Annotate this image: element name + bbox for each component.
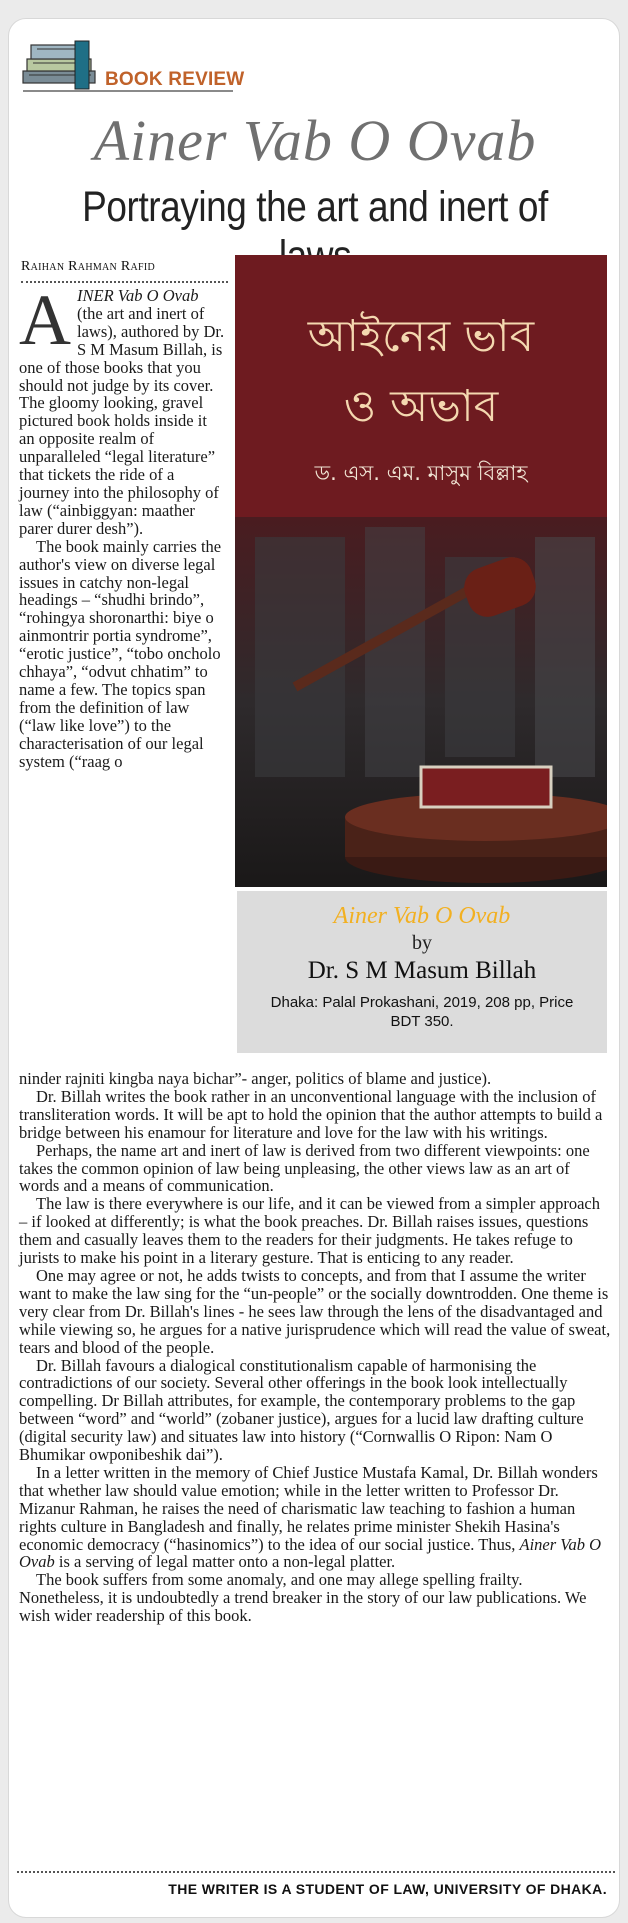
narrow-column xyxy=(19,280,226,771)
writer-note: THE WRITER IS A STUDENT OF LAW, UNIVERSITY OF DHAKA. xyxy=(168,1881,607,1897)
paragraph-2: The book mainly carries the author's view on diverse legal issues in catchy non-legal headings – “shudhi brindo”, “rohingya shoronarthi: biye o ainmontrir portia syndrome”, “erotic justice”, “tobo oncholo chhaya”, “odvut chhatim” to name a few. The topics span from the definition of law (“law like love”) to the characterisation of our legal system (“raag o xyxy=(19,536,222,771)
section-divider xyxy=(23,90,233,92)
paragraph-7: Dr. Billah favours a dialogical constitutionalism capable of harmonising the contradictions of our society. Several other offerings in the book look intellectually compelling. Dr Billah attributes, for example, the contemporary problems to the gap between “word” and “world” (zobaner justice), argues for a lucid law drafting culture (digital security law) and situates law into history (“Cornwallis O Ripon: Nam O Bhumikar owponibeshik dai”). xyxy=(19,1355,584,1465)
caption-by: by xyxy=(412,932,432,954)
paragraph-9: The book suffers from some anomaly, and one may allege spelling frailty. Nonetheless, it is undoubtedly a trend breaker in the story of our law publications. We wish wider readership of this book. xyxy=(19,1570,587,1626)
paragraph-4: Perhaps, the name art and inert of law is derived from two different viewpoints: one takes the common opinion of law being unpleasing, the other views law as an art of words and a means of communication. xyxy=(19,1140,590,1196)
paragraph-1-text: (the art and inert of laws), authored by Dr. S M Masum Billah, is one of those books that you should not judge by its cover. The gloomy looking, gravel pictured book holds inside it an opposite realm of unparalleled “legal literature” that tickets the ride of a journey into the philosophy of law (“ainbiggyan: maather parer durer desh”). xyxy=(19,303,225,538)
review-subtitle: Portraying the art and inert of xyxy=(82,183,548,231)
paragraph-2-cont: ninder rajniti kingba naya bichar”- anger, politics of blame and justice). xyxy=(19,1069,492,1088)
paragraph-8-text-b: is a serving of legal matter onto a non-legal platter. xyxy=(54,1552,396,1572)
books-logo-icon xyxy=(17,33,107,93)
paragraph-5: The law is there everywhere is our life, and it can be viewed from a simpler approach – if looked at differently; is what the book preaches. Dr. Billah raises issues, questions them and casually leaves them to the readers for their judgments. He takes refuge to jurists to make his point in a literary gesture. That is enticing to any reader. xyxy=(19,1194,600,1268)
review-title: Ainer Vab O Ovab xyxy=(93,108,537,173)
caption-author: Dr. S M Masum Billah xyxy=(307,957,537,984)
article-body xyxy=(19,280,611,771)
byline: Raihan Rahman Rafid xyxy=(21,259,156,274)
book-info-caption xyxy=(237,891,607,1053)
article-page xyxy=(8,18,620,1918)
paragraph-3: Dr. Billah writes the book rather in an unconventional language with the inclusion of transliteration words. It will be apt to hold the opinion that the author attempts to build a bridge between his enamour for literature and love for the law with his writings. xyxy=(19,1086,603,1142)
paragraph-8-text-a: In a letter written in the memory of Chief Justice Mustafa Kamal, Dr. Billah wonders that whether law should value emotion; while in the letter written to Professor Dr. Mizanur Rahman, he raises the need of charismatic law teaching to fashion a human rights culture in Bangladesh and finally, he relates prime minister Shekih Hasina's economic democracy (“hasinomics”) to the idea of our social justice. Thus, xyxy=(19,1462,598,1554)
cover-title-line1: আইনের ভাব xyxy=(307,311,535,362)
paragraph-1 xyxy=(19,280,226,538)
book-title-italic-2: Ainer Vab O Ovab xyxy=(19,1534,602,1572)
paragraph-6: One may agree or not, he adds twists to concepts, and from that I assume the writer want to make the law sing for the “un-people” or the socially downtrodden. One theme is very clear from Dr. Billah's lines - he sees law through the lens of the disadvantaged and while viewing so, he argues for a native jurisprudence which will read the value of sweat, tears and blood of the people. xyxy=(19,1265,611,1357)
article-body-wide xyxy=(19,1070,611,1625)
cover-title-line2: ও অভাব xyxy=(343,381,499,432)
caption-title: Ainer Vab O Ovab xyxy=(333,903,511,929)
cover-author: ড. এস. এম. মাসুম বিল্লাহ xyxy=(314,461,528,485)
section-label: BOOK REVIEW xyxy=(105,69,245,90)
footer-divider xyxy=(17,1871,615,1873)
paragraph-8 xyxy=(19,1464,611,1571)
caption-publisher: Dhaka: Palal Prokashani, 2019, 208 pp, Price BDT 350. xyxy=(270,994,574,1030)
drop-cap: A xyxy=(19,280,71,360)
book-title-italic: INER Vab O Ovab xyxy=(77,286,199,305)
